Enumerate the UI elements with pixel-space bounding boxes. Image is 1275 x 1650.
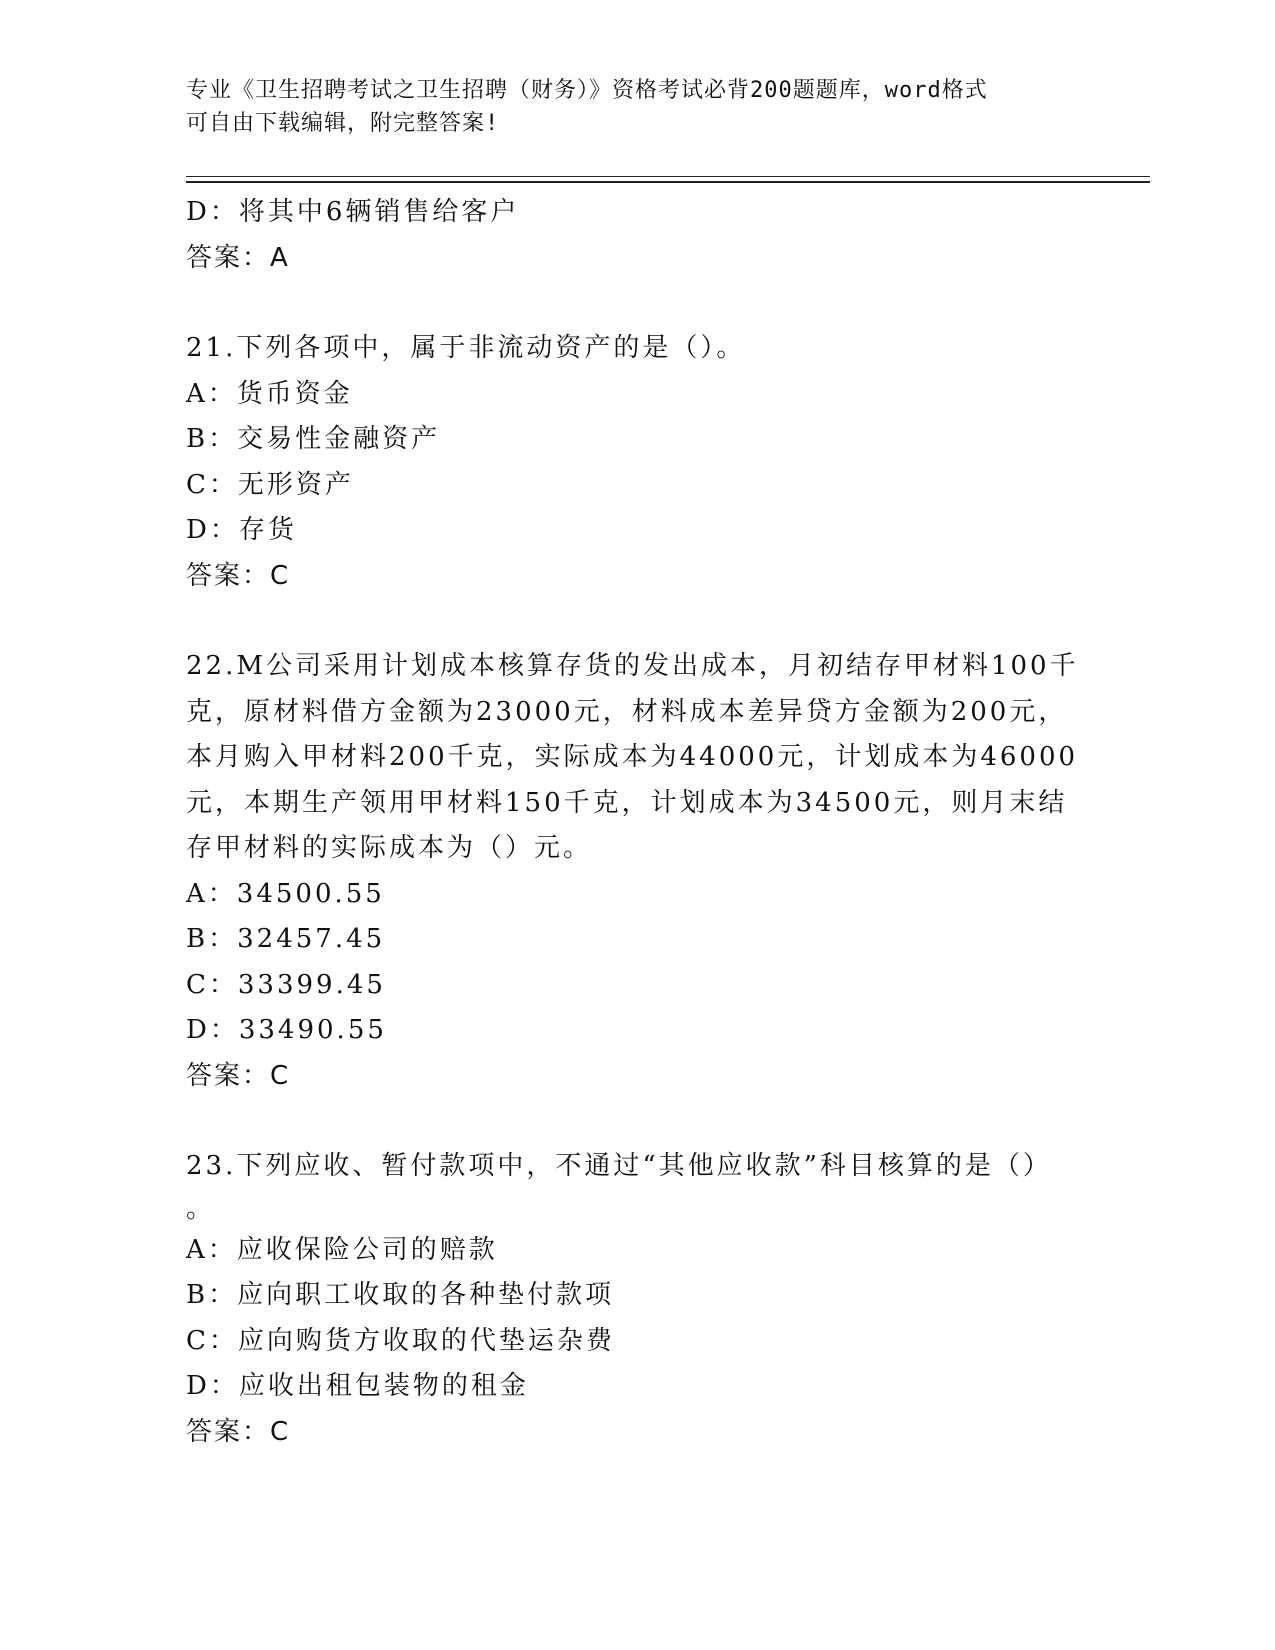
question-stem-line-1: 23.下列应收、暂付款项中，不通过“其他应收款”科目核算的是（） <box>186 1151 1052 1181</box>
option-b: B：应向职工收取的各种垫付款项 <box>186 1280 615 1310</box>
question-stem-line-2: 。 <box>186 1193 216 1224</box>
question-body <box>186 190 1079 1455</box>
question-stem-line-2: 克，原材料借方金额为23000元，材料成本差异贷方金额为200元， <box>186 696 1068 727</box>
spacer <box>186 281 1066 326</box>
option-a: A：34500.55 <box>186 878 385 909</box>
header-divider-thin <box>186 176 1150 177</box>
answer: 答案：C <box>186 1060 291 1091</box>
spacer <box>186 1099 1066 1144</box>
prev-answer: 答案：A <box>186 242 290 273</box>
option-a: A：货币资金 <box>186 378 353 409</box>
option-c: C：无形资产 <box>186 469 354 500</box>
option-c: C：33399.45 <box>186 969 386 1000</box>
header-divider-thick <box>186 181 1150 183</box>
option-d: D：33490.55 <box>186 1015 387 1045</box>
question-stem-line-1: 22.M公司采用计划成本核算存货的发出成本，月初结存甲材料100千 <box>186 651 1079 681</box>
question-23 <box>186 1144 1066 1455</box>
question-22 <box>186 644 1079 1099</box>
option-b: B：交易性金融资产 <box>186 424 441 454</box>
question-stem-line-3: 本月购入甲材料200千克，实际成本为44000元，计划成本为46000 <box>186 742 1079 772</box>
header-title-line-2: 可自由下载编辑，附完整答案! <box>186 111 500 136</box>
spacer <box>186 599 1066 644</box>
prev-option-d: D：将其中6辆销售给客户 <box>186 197 520 227</box>
header-title-line-1: 专业《卫生招聘考试之卫生招聘（财务）》资格考试必背200题题库，word格式 <box>186 78 988 103</box>
option-d: D：应收出租包装物的租金 <box>186 1371 529 1401</box>
question-stem-line-5: 存甲材料的实际成本为（）元。 <box>186 833 593 863</box>
page-header <box>186 74 1066 140</box>
question-stem: 21.下列各项中，属于非流动资产的是（）。 <box>186 333 746 363</box>
option-a: A：应收保险公司的赔款 <box>186 1234 498 1265</box>
question-stem-line-4: 元，本期生产领用甲材料150千克，计划成本为34500元，则月末结 <box>186 787 1068 818</box>
answer: 答案：C <box>186 1416 291 1447</box>
option-b: B：32457.45 <box>186 924 386 954</box>
option-d: D：存货 <box>186 515 297 545</box>
answer: 答案：C <box>186 560 291 591</box>
option-c: C：应向购货方收取的代垫运杂费 <box>186 1325 615 1356</box>
question-21 <box>186 326 1066 599</box>
